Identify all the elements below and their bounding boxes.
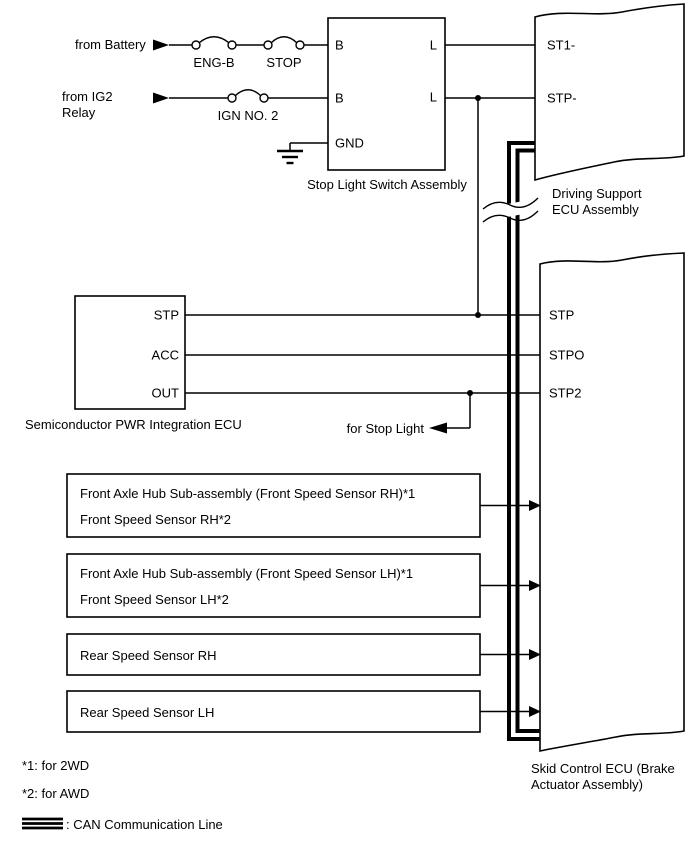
semiconductor-ecu-caption: Semiconductor PWR Integration ECU (25, 417, 242, 432)
sensor-front-lh-line1: Front Axle Hub Sub-assembly (Front Speed Sensor LH)*1 (80, 566, 414, 581)
terminal-out-label: OUT (151, 385, 179, 401)
skid-control-caption-line2: Actuator Assembly) (531, 777, 643, 792)
terminal-l2-label: L (429, 89, 437, 105)
terminal-stp-minus-label: STP- (547, 90, 577, 106)
terminal-skid-stpo-label: STPO (549, 347, 585, 363)
fuse-terminal-icon (296, 41, 304, 49)
battery-source-label: from Battery (75, 37, 146, 52)
sensor-rear-lh-label: Rear Speed Sensor LH (80, 705, 215, 720)
terminal-skid-stp-label: STP (549, 307, 575, 323)
can-communication-lines (483, 143, 540, 739)
fuse-ign-no2-icon (236, 90, 261, 96)
fuse-terminal-icon (192, 41, 200, 49)
semiconductor-to-skid-wires (185, 315, 540, 434)
ground-connection (277, 143, 328, 163)
sensor-front-rh-line1: Front Axle Hub Sub-assembly (Front Speed Sensor RH)*1 (80, 486, 416, 501)
sensor-box-front-lh (67, 554, 480, 617)
can-line-outer (509, 143, 540, 739)
fuse-stop-label: STOP (266, 55, 302, 70)
stop-light-branch-label: for Stop Light (346, 421, 424, 436)
arrow-right-icon (153, 40, 169, 51)
stop-light-switch-caption: Stop Light Switch Assembly (307, 177, 467, 192)
driving-support-caption-line1: Driving Support (552, 186, 642, 201)
can-line-inner (518, 151, 541, 732)
sensor-box-front-rh (67, 474, 480, 537)
note-awd: *2: for AWD (22, 786, 90, 801)
skid-control-caption-line1: Skid Control ECU (Brake (531, 761, 675, 776)
fuse-terminal-icon (260, 94, 268, 102)
fuse-eng-b-icon (200, 37, 229, 43)
ig2-feed (153, 90, 328, 104)
sensor-rear-rh-label: Rear Speed Sensor RH (80, 648, 217, 663)
note-2wd: *1: for 2WD (22, 758, 90, 773)
terminal-acc-label: ACC (151, 347, 179, 363)
ig2-source-label-line2: Relay (62, 105, 96, 120)
terminal-gnd-label: GND (335, 135, 364, 151)
fuse-ign-no2-label: IGN NO. 2 (217, 108, 279, 123)
legend-symbol (22, 819, 63, 828)
sensor-front-rh-line2: Front Speed Sensor RH*2 (80, 512, 232, 527)
fuse-eng-b-label: ENG-B (193, 55, 235, 70)
component-boxes (67, 4, 684, 751)
driving-support-caption-line2: ECU Assembly (552, 202, 639, 217)
terminal-l1-label: L (429, 37, 437, 53)
can-legend-label: : CAN Communication Line (66, 817, 223, 832)
sensor-front-lh-line2: Front Speed Sensor LH*2 (80, 592, 229, 607)
terminal-st1-label: ST1- (547, 37, 576, 53)
battery-feed (153, 37, 328, 51)
fuse-terminal-icon (228, 94, 236, 102)
fuse-terminal-icon (228, 41, 236, 49)
fuse-terminal-icon (264, 41, 272, 49)
terminal-b2-label: B (335, 90, 344, 106)
arrow-right-icon (153, 93, 169, 104)
arrow-left-icon (429, 423, 447, 434)
terminal-skid-stp2-label: STP2 (549, 385, 582, 401)
terminal-b1-label: B (335, 37, 344, 53)
fuse-stop-icon (272, 37, 297, 43)
ig2-source-label-line1: from IG2 (62, 89, 113, 104)
skid-control-ecu-box (540, 253, 684, 751)
terminal-stp-label: STP (153, 307, 179, 323)
